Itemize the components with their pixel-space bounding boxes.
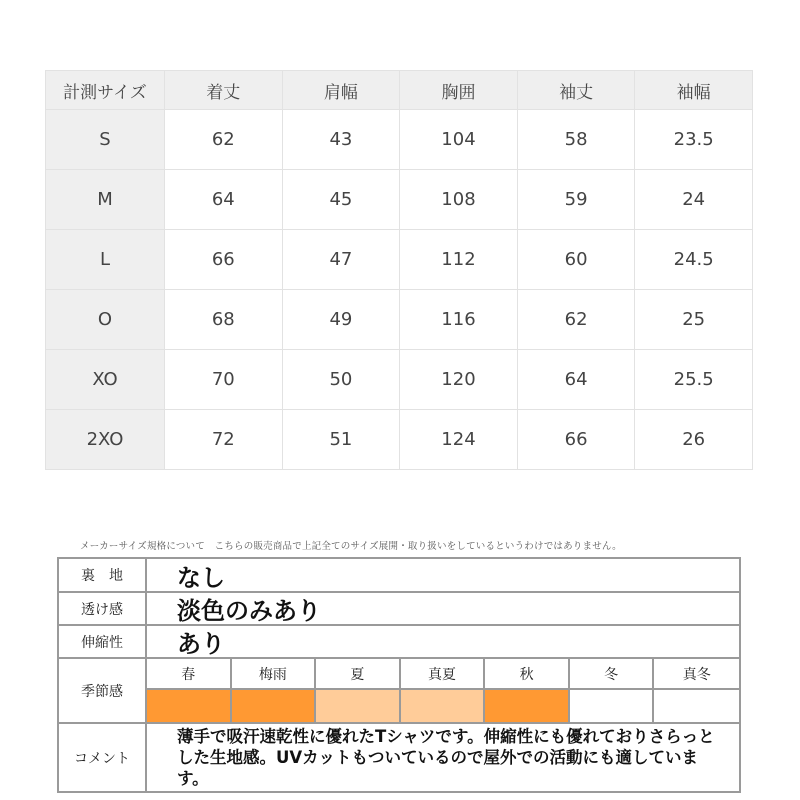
spec-value-stretch: あり — [177, 630, 225, 658]
spec-label-season: 季節感 — [59, 659, 147, 722]
season-swatch-midsummer — [401, 690, 486, 722]
table-cell: 68 — [165, 290, 283, 350]
table-cell: 72 — [165, 410, 283, 470]
table-row — [46, 230, 753, 290]
table-cell: 25.5 — [635, 350, 753, 410]
header-cell-shoulder: 肩幅 — [282, 71, 400, 110]
spec-row-stretch — [59, 626, 739, 659]
spec-label-lining: 裏 地 — [59, 559, 147, 591]
size-disclaimer-note: メーカーサイズ規格について こちらの販売商品で上記全てのサイズ展開・取り扱いをしているというわけではありません。 — [80, 541, 622, 552]
table-cell: 66 — [517, 410, 635, 470]
spec-row-season — [59, 659, 739, 724]
table-cell: 108 — [400, 170, 518, 230]
size-chart-table — [45, 70, 753, 470]
season-swatch-spring — [147, 690, 232, 722]
table-cell: 47 — [282, 230, 400, 290]
spec-row-comment — [59, 724, 739, 791]
spec-value-sheerness: 淡色のみあり — [177, 597, 321, 625]
season-name-spring: 春 — [147, 659, 232, 690]
spec-value-comment: 薄手で吸汗速乾性に優れたTシャツです。伸縮性にも優れておりさらっとした生地感。UVカットもついているので屋外での活動にも適しています。 — [177, 727, 715, 788]
spec-label-sheerness: 透け感 — [59, 593, 147, 624]
size-label: O — [46, 290, 165, 350]
header-cell-sleeve-length: 袖丈 — [517, 71, 635, 110]
spec-label-comment: コメント — [59, 724, 147, 791]
table-cell: 51 — [282, 410, 400, 470]
table-cell: 43 — [282, 110, 400, 170]
season-grid — [147, 659, 739, 722]
size-chart-header-row — [46, 71, 753, 110]
size-label: M — [46, 170, 165, 230]
spec-row-sheerness — [59, 593, 739, 626]
season-name-summer: 夏 — [316, 659, 401, 690]
table-row — [46, 350, 753, 410]
table-cell: 124 — [400, 410, 518, 470]
season-name-midsummer: 真夏 — [401, 659, 486, 690]
table-row — [46, 110, 753, 170]
table-cell: 49 — [282, 290, 400, 350]
table-cell: 24.5 — [635, 230, 753, 290]
header-cell-chest: 胸囲 — [400, 71, 518, 110]
spec-label-stretch: 伸縮性 — [59, 626, 147, 657]
size-label: 2XO — [46, 410, 165, 470]
table-cell: 50 — [282, 350, 400, 410]
table-cell: 116 — [400, 290, 518, 350]
season-name-autumn: 秋 — [485, 659, 570, 690]
season-name-rainy: 梅雨 — [232, 659, 317, 690]
season-swatch-autumn — [485, 690, 570, 722]
table-cell: 23.5 — [635, 110, 753, 170]
season-name-winter: 冬 — [570, 659, 655, 690]
table-cell: 120 — [400, 350, 518, 410]
spec-row-lining — [59, 559, 739, 593]
header-cell-length: 着丈 — [165, 71, 283, 110]
table-row — [46, 410, 753, 470]
table-cell: 26 — [635, 410, 753, 470]
season-swatch-rainy — [232, 690, 317, 722]
spec-value-lining: なし — [177, 563, 225, 592]
table-cell: 70 — [165, 350, 283, 410]
table-cell: 62 — [517, 290, 635, 350]
table-row — [46, 170, 753, 230]
size-label: L — [46, 230, 165, 290]
season-swatch-summer — [316, 690, 401, 722]
table-cell: 64 — [165, 170, 283, 230]
table-cell: 62 — [165, 110, 283, 170]
table-cell: 58 — [517, 110, 635, 170]
header-cell-sleeve-width: 袖幅 — [635, 71, 753, 110]
table-cell: 112 — [400, 230, 518, 290]
fabric-spec-table — [57, 557, 741, 793]
table-row — [46, 290, 753, 350]
season-name-midwinter: 真冬 — [654, 659, 739, 690]
season-swatch-midwinter — [654, 690, 739, 722]
table-cell: 25 — [635, 290, 753, 350]
table-cell: 104 — [400, 110, 518, 170]
table-cell: 60 — [517, 230, 635, 290]
table-cell: 59 — [517, 170, 635, 230]
season-swatch-winter — [570, 690, 655, 722]
table-cell: 24 — [635, 170, 753, 230]
size-label: S — [46, 110, 165, 170]
size-label: XO — [46, 350, 165, 410]
header-cell-size: 計測サイズ — [46, 71, 165, 110]
table-cell: 66 — [165, 230, 283, 290]
table-cell: 45 — [282, 170, 400, 230]
table-cell: 64 — [517, 350, 635, 410]
